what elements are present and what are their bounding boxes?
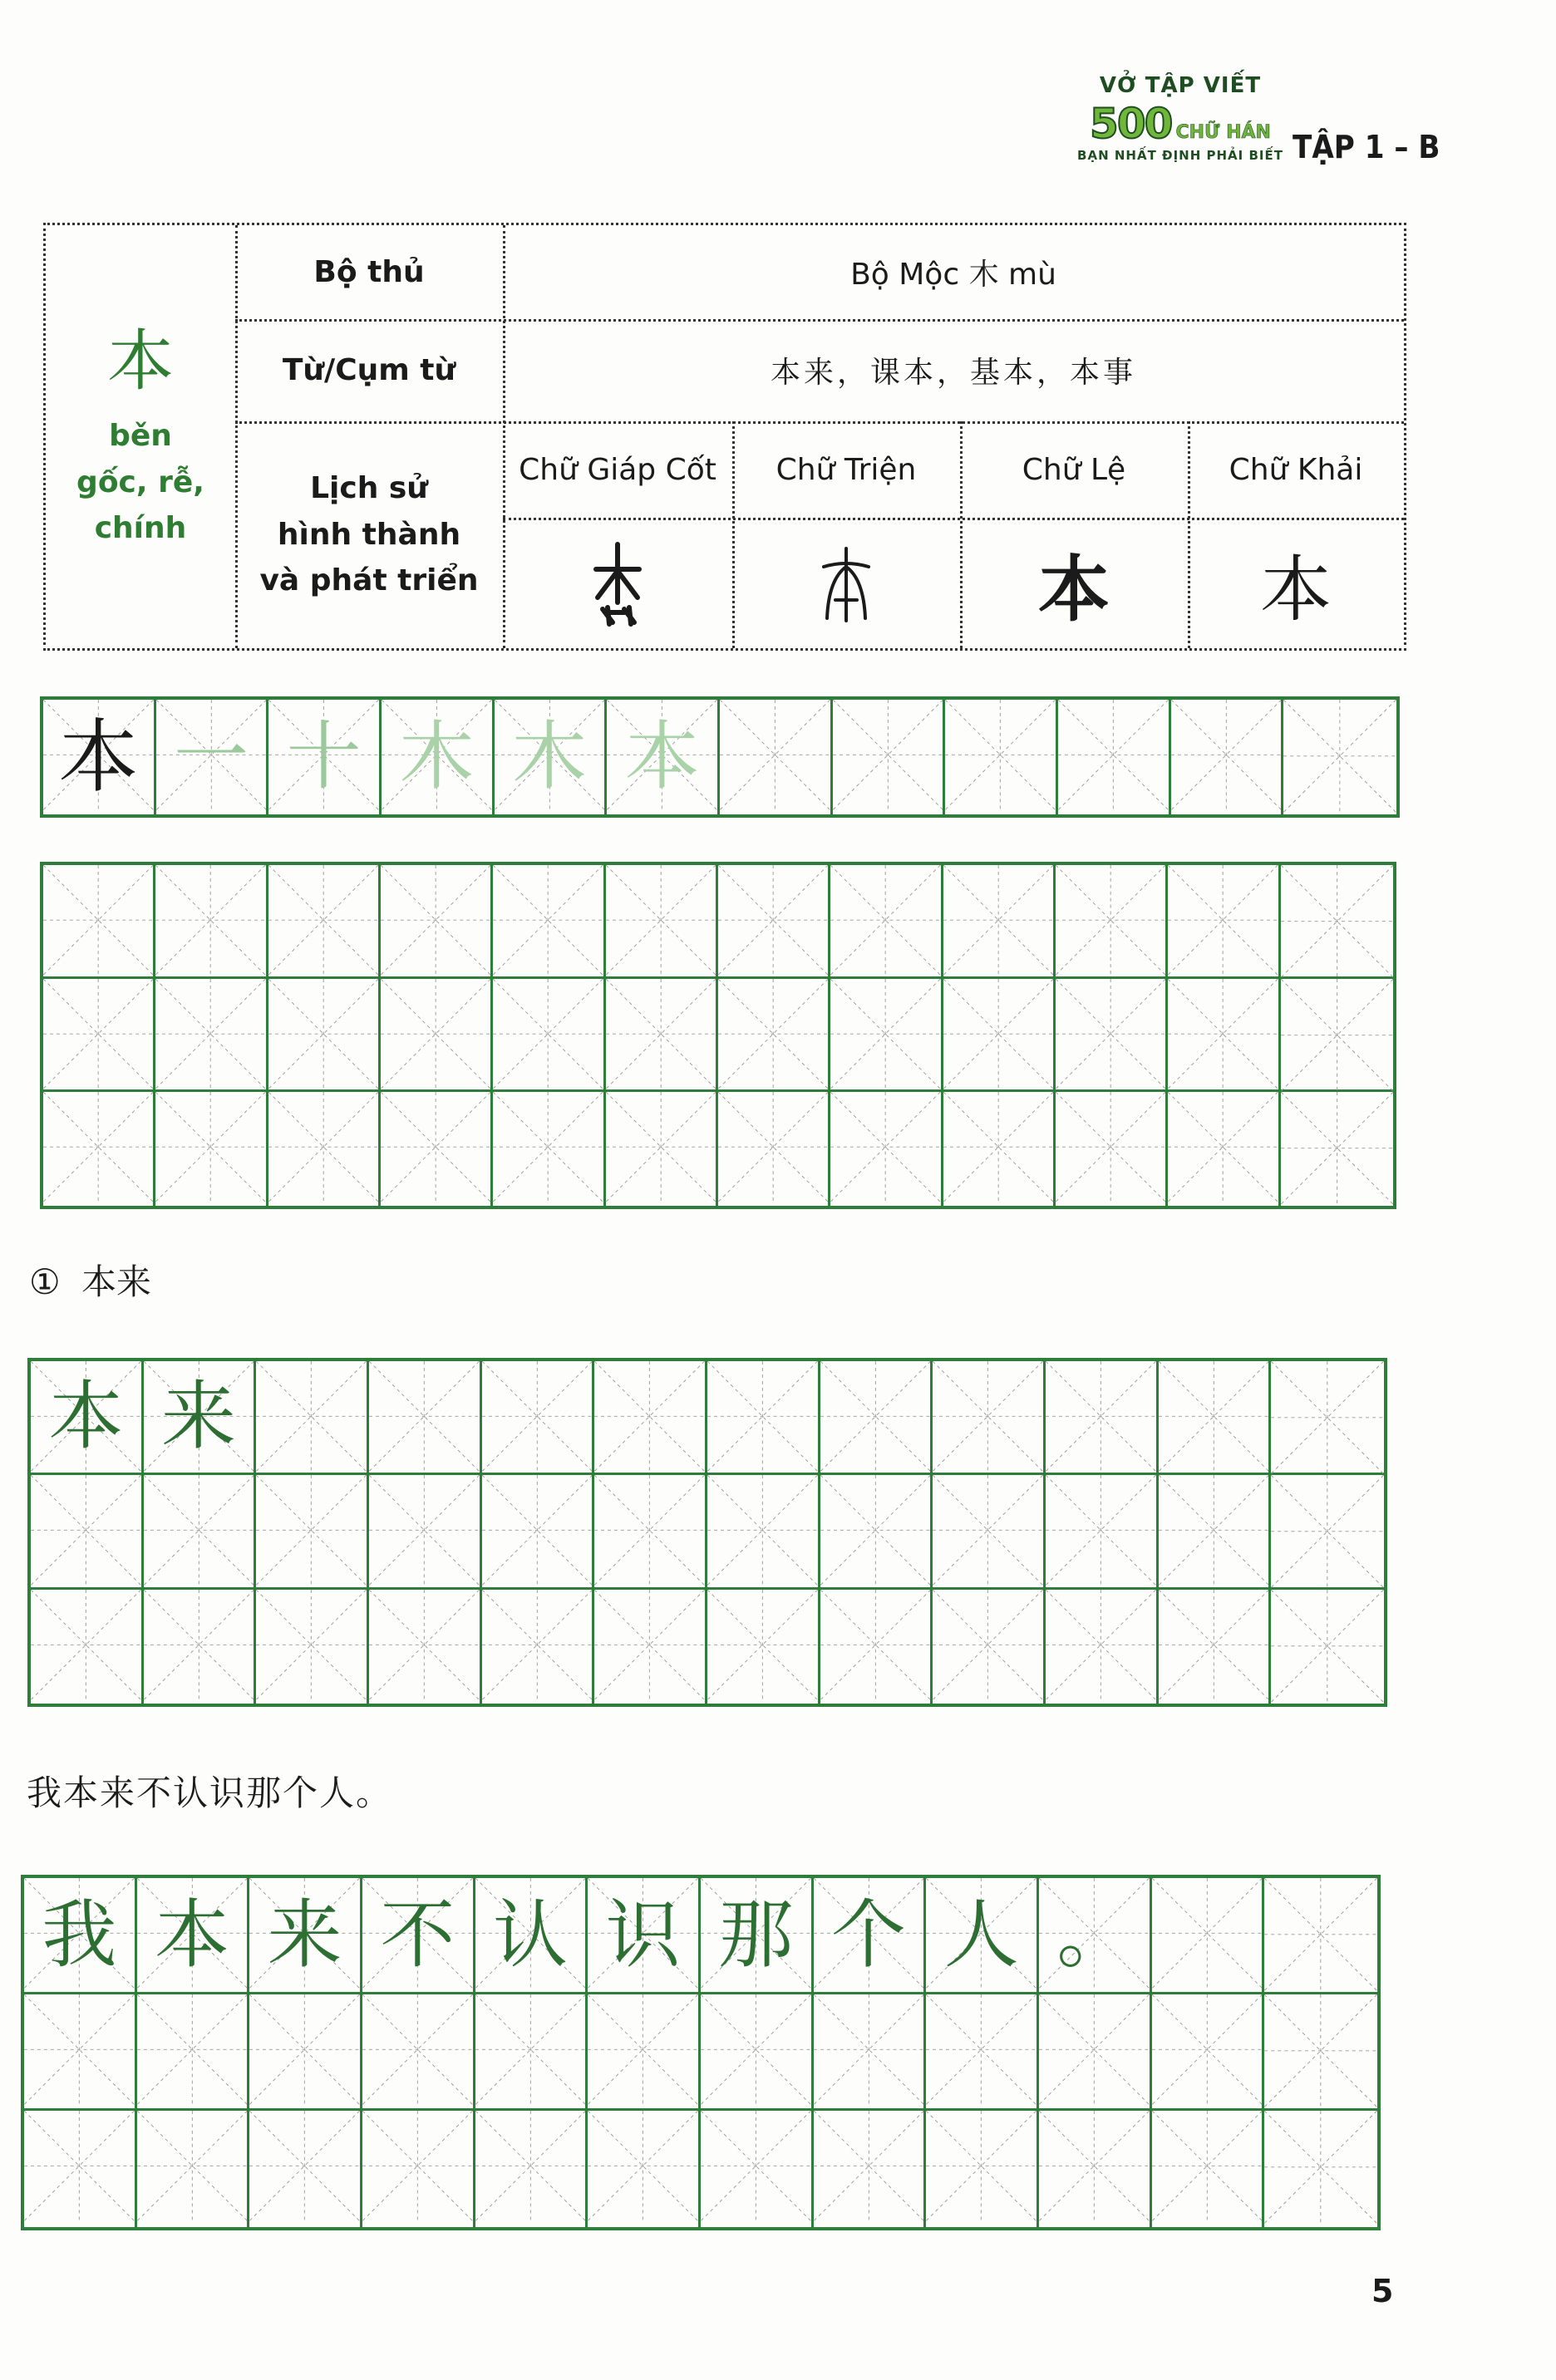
grid-cell[interactable] [362,1878,475,1994]
example-sentence: 我本来不认识那个人。 [27,1773,393,1813]
model-character: 。 [1056,1891,1132,1979]
oracle-bone-glyph [503,518,732,648]
grid-cell[interactable] [1283,700,1396,814]
pinyin: běn [109,418,172,453]
stroke-order-grid [40,696,1400,818]
grid-cell[interactable] [155,865,268,979]
history-label-line-1: Lịch sử [310,470,428,505]
grid-cell[interactable] [144,1361,257,1475]
grid-cell[interactable] [268,1092,381,1206]
radical-label: Bộ thủ [313,254,425,289]
volume-label: TẬP 1 – B [1293,129,1440,165]
grid-cell[interactable] [707,1361,820,1475]
grid-cell[interactable] [144,1590,257,1704]
grid-cell[interactable] [475,1994,588,2111]
grid-cell[interactable] [833,700,946,814]
grid-cell[interactable] [495,700,608,814]
grid-cell[interactable] [249,2111,362,2227]
grid-cell[interactable] [814,1994,927,2111]
grid-cell[interactable] [1152,1878,1265,1994]
meaning-line-1: gốc, rễ, [76,465,204,499]
grid-cell[interactable] [156,700,269,814]
regular-script-glyph [1188,518,1404,648]
grid-cell[interactable] [1039,1878,1152,1994]
grid-cell[interactable] [43,865,155,979]
model-character: 十 [286,713,362,800]
model-character: 认 [492,1891,568,1979]
grid-cell[interactable] [943,979,1056,1093]
grid-cell[interactable] [362,1994,475,2111]
character-summary [46,225,235,648]
grid-cell[interactable] [820,1475,933,1589]
grid-cell[interactable] [475,1878,588,1994]
grid-cell[interactable] [24,2111,137,2227]
grid-cell[interactable] [137,2111,250,2227]
grid-cell[interactable] [594,1590,707,1704]
grid-cell[interactable] [43,700,156,814]
model-character: 那 [718,1891,794,1979]
grid-cell[interactable] [606,979,718,1093]
clerical-character: 本 [1038,547,1110,632]
logo-top-line: VỞ TẬP VIẾT [1099,73,1262,98]
logo-number: 500 [1090,100,1172,148]
words-label: Từ/Cụm từ [282,352,456,387]
model-character: 个 [830,1891,906,1979]
grid-cell[interactable] [718,1092,830,1206]
grid-cell[interactable] [943,1092,1056,1206]
grid-cell[interactable] [830,1092,943,1206]
model-character: 本 [58,711,139,804]
grid-cell[interactable] [933,1475,1046,1589]
grid-cell[interactable] [820,1590,933,1704]
logo-title [1068,100,1293,148]
grid-cell[interactable] [1159,1590,1272,1704]
grid-cell[interactable] [820,1361,933,1475]
meaning-line-2: chính [94,511,187,546]
grid-cell[interactable] [1264,1878,1377,1994]
grid-cell[interactable] [933,1361,1046,1475]
grid-cell[interactable] [155,1092,268,1206]
grid-cell[interactable] [268,865,381,979]
grid-cell[interactable] [369,1590,482,1704]
grid-cell[interactable] [1152,2111,1265,2227]
grid-cell[interactable] [943,865,1056,979]
model-character: 木 [511,713,587,800]
practice-grid [40,862,1396,1209]
grid-cell[interactable] [482,1590,595,1704]
grid-cell[interactable] [588,1878,701,1994]
model-character: 一 [173,713,249,800]
word-practice-grid [27,1358,1387,1707]
grid-cell[interactable] [381,865,493,979]
grid-cell[interactable] [607,700,720,814]
grid-cell[interactable] [594,1361,707,1475]
grid-cell[interactable] [594,1475,707,1589]
model-character: 人 [943,1891,1019,1979]
grid-cell[interactable] [1159,1361,1272,1475]
grid-cell[interactable] [381,979,493,1093]
grid-cell[interactable] [1058,700,1171,814]
grid-cell[interactable] [1281,979,1393,1093]
grid-cell[interactable] [830,865,943,979]
section-heading [29,1255,151,1305]
script-name-clerical: Chữ Lệ [1022,452,1126,487]
grid-cell[interactable] [256,1361,369,1475]
grid-cell[interactable] [24,1994,137,2111]
grid-cell[interactable] [1046,1475,1159,1589]
grid-cell[interactable] [475,2111,588,2227]
radical-value: Bộ Mộc 木 mù [850,258,1056,292]
grid-cell[interactable] [1264,1994,1377,2111]
grid-cell[interactable] [482,1475,595,1589]
grid-cell[interactable] [31,1475,144,1589]
section-marker: ① [29,1261,61,1302]
grid-cell[interactable] [43,979,155,1093]
grid-cell[interactable] [1056,979,1168,1093]
model-character: 不 [380,1891,455,1979]
grid-cell[interactable] [720,700,833,814]
words-value: 本来，课本，基本，本事 [770,356,1136,390]
model-character: 木 [399,713,475,800]
history-label-line-2: hình thành [277,517,461,552]
grid-cell[interactable] [137,1994,250,2111]
section-title: 本来 [81,1261,152,1302]
grid-cell[interactable] [493,865,605,979]
grid-cell[interactable] [1152,1994,1265,2111]
grid-cell[interactable] [268,979,381,1093]
grid-cell[interactable] [482,1361,595,1475]
model-character: 本 [624,713,700,800]
grid-cell[interactable] [830,979,943,1093]
grid-cell[interactable] [707,1475,820,1589]
grid-cell[interactable] [137,1878,250,1994]
grid-cell[interactable] [256,1590,369,1704]
regular-character: 本 [1260,548,1332,632]
model-character: 本 [154,1891,229,1979]
grid-cell[interactable] [1039,2111,1152,2227]
page-number: 5 [1371,2273,1394,2309]
grid-cell[interactable] [144,1475,257,1589]
grid-cell[interactable] [1046,1590,1159,1704]
model-character: 识 [605,1891,681,1979]
grid-cell[interactable] [1281,865,1393,979]
grid-cell[interactable] [1168,1092,1280,1206]
grid-cell[interactable] [701,1878,814,1994]
grid-cell[interactable] [1046,1361,1159,1475]
character-info-table [43,223,1406,651]
grid-cell[interactable] [1271,1475,1384,1589]
logo-word: CHỮ HÁN [1175,122,1271,143]
grid-cell[interactable] [926,2111,1039,2227]
grid-cell[interactable] [493,1092,605,1206]
grid-cell[interactable] [718,979,830,1093]
history-label [235,421,503,648]
logo-subtitle: BẠN NHẤT ĐỊNH PHẢI BIẾT [1077,148,1283,163]
grid-cell[interactable] [268,700,382,814]
grid-cell[interactable] [1271,1361,1384,1475]
grid-cell[interactable] [24,1878,137,1994]
grid-cell[interactable] [1271,1590,1384,1704]
grid-cell[interactable] [926,1878,1039,1994]
grid-cell[interactable] [945,700,1058,814]
grid-cell[interactable] [256,1475,369,1589]
script-name-regular: Chữ Khải [1229,452,1363,487]
grid-cell[interactable] [588,2111,701,2227]
grid-cell[interactable] [155,979,268,1093]
book-logo [1068,73,1293,181]
grid-cell[interactable] [493,979,605,1093]
grid-cell[interactable] [31,1361,144,1475]
grid-cell[interactable] [249,1994,362,2111]
grid-cell[interactable] [1168,979,1280,1093]
grid-cell[interactable] [362,2111,475,2227]
grid-cell[interactable] [1039,1994,1152,2111]
script-name-oracle: Chữ Giáp Cốt [519,452,716,487]
grid-cell[interactable] [701,2111,814,2227]
grid-cell[interactable] [718,865,830,979]
grid-cell[interactable] [814,1878,927,1994]
grid-cell[interactable] [1264,2111,1377,2227]
grid-cell[interactable] [588,1994,701,2111]
grid-cell[interactable] [381,1092,493,1206]
grid-cell[interactable] [1056,865,1168,979]
grid-cell[interactable] [606,1092,718,1206]
model-character: 来 [160,1373,236,1461]
grid-cell[interactable] [369,1361,482,1475]
history-label-line-3: và phát triển [259,563,479,598]
clerical-script-glyph [960,518,1188,648]
model-character: 我 [42,1891,117,1979]
oracle-bone-tree-icon [584,538,651,629]
grid-cell[interactable] [1159,1475,1272,1589]
grid-cell[interactable] [369,1475,482,1589]
grid-cell[interactable] [926,1994,1039,2111]
grid-cell[interactable] [1171,700,1284,814]
grid-cell[interactable] [606,865,718,979]
grid-cell[interactable] [933,1590,1046,1704]
model-character: 来 [267,1891,342,1979]
grid-cell[interactable] [249,1878,362,1994]
seal-script-glyph [732,518,960,648]
grid-cell[interactable] [31,1590,144,1704]
sentence-practice-grid [21,1875,1381,2230]
grid-cell[interactable] [43,1092,155,1206]
seal-tree-icon [817,542,875,625]
grid-cell[interactable] [1056,1092,1168,1206]
main-character: 本 [107,322,174,400]
script-name-seal: Chữ Triện [776,452,917,487]
grid-cell[interactable] [707,1590,820,1704]
grid-cell[interactable] [1281,1092,1393,1206]
grid-cell[interactable] [1168,865,1280,979]
grid-cell[interactable] [382,700,495,814]
grid-cell[interactable] [701,1994,814,2111]
model-character: 本 [48,1373,124,1461]
grid-cell[interactable] [814,2111,927,2227]
